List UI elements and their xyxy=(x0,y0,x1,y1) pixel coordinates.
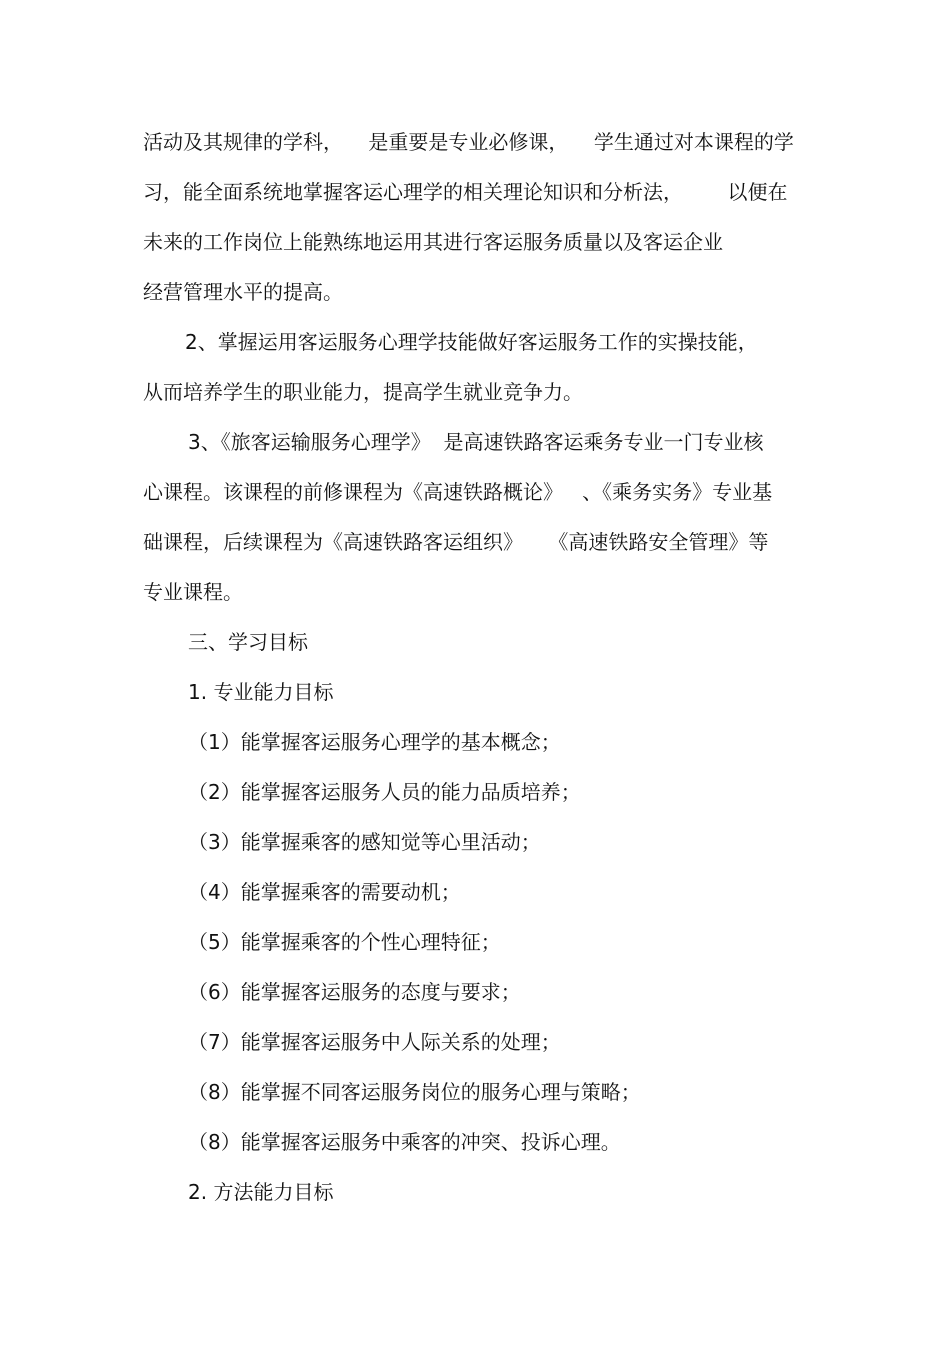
list-item: （6）能掌握客运服务的态度与要求； xyxy=(188,980,521,1004)
paragraph-line: 经营管理水平的提高。 xyxy=(143,280,343,304)
paragraph-line: 专业课程。 xyxy=(143,580,243,604)
subsection-heading: 1. 专业能力目标 xyxy=(188,680,334,704)
list-item: （4）能掌握乘客的需要动机； xyxy=(188,880,461,904)
list-item: （2）能掌握客运服务人员的能力品质培养； xyxy=(188,780,581,804)
paragraph-line: 3、《旅客运输服务心理学》 是高速铁路客运乘务专业一门专业核 xyxy=(188,430,764,454)
paragraph-line: 习，能全面系统地掌握客运心理学的相关理论知识和分析法， 以便在 xyxy=(143,180,788,204)
list-item: （3）能掌握乘客的感知觉等心里活动； xyxy=(188,830,541,854)
list-item: （8）能掌握不同客运服务岗位的服务心理与策略； xyxy=(188,1080,641,1104)
paragraph-line: 2、掌握运用客运服务心理学技能做好客运服务工作的实操技能， xyxy=(185,330,758,354)
paragraph-line: 从而培养学生的职业能力，提高学生就业竞争力。 xyxy=(143,380,583,404)
paragraph-line: 活动及其规律的学科， 是重要是专业必修课， 学生通过对本课程的学 xyxy=(143,130,794,154)
section-heading: 三、学习目标 xyxy=(188,630,308,654)
list-item: （5）能掌握乘客的个性心理特征； xyxy=(188,930,501,954)
paragraph-line: 心课程。该课程的前修课程为《高速铁路概论》 、《乘务实务》专业基 xyxy=(143,480,773,504)
subsection-heading: 2. 方法能力目标 xyxy=(188,1180,334,1204)
list-item: （7）能掌握客运服务中人际关系的处理； xyxy=(188,1030,561,1054)
list-item: （1）能掌握客运服务心理学的基本概念； xyxy=(188,730,561,754)
paragraph-line: 未来的工作岗位上能熟练地运用其进行客运服务质量以及客运企业 xyxy=(143,230,723,254)
list-item: （8）能掌握客运服务中乘客的冲突、投诉心理。 xyxy=(188,1130,621,1154)
paragraph-line: 础课程，后续课程为《高速铁路客运组织》 《高速铁路安全管理》等 xyxy=(143,530,769,554)
